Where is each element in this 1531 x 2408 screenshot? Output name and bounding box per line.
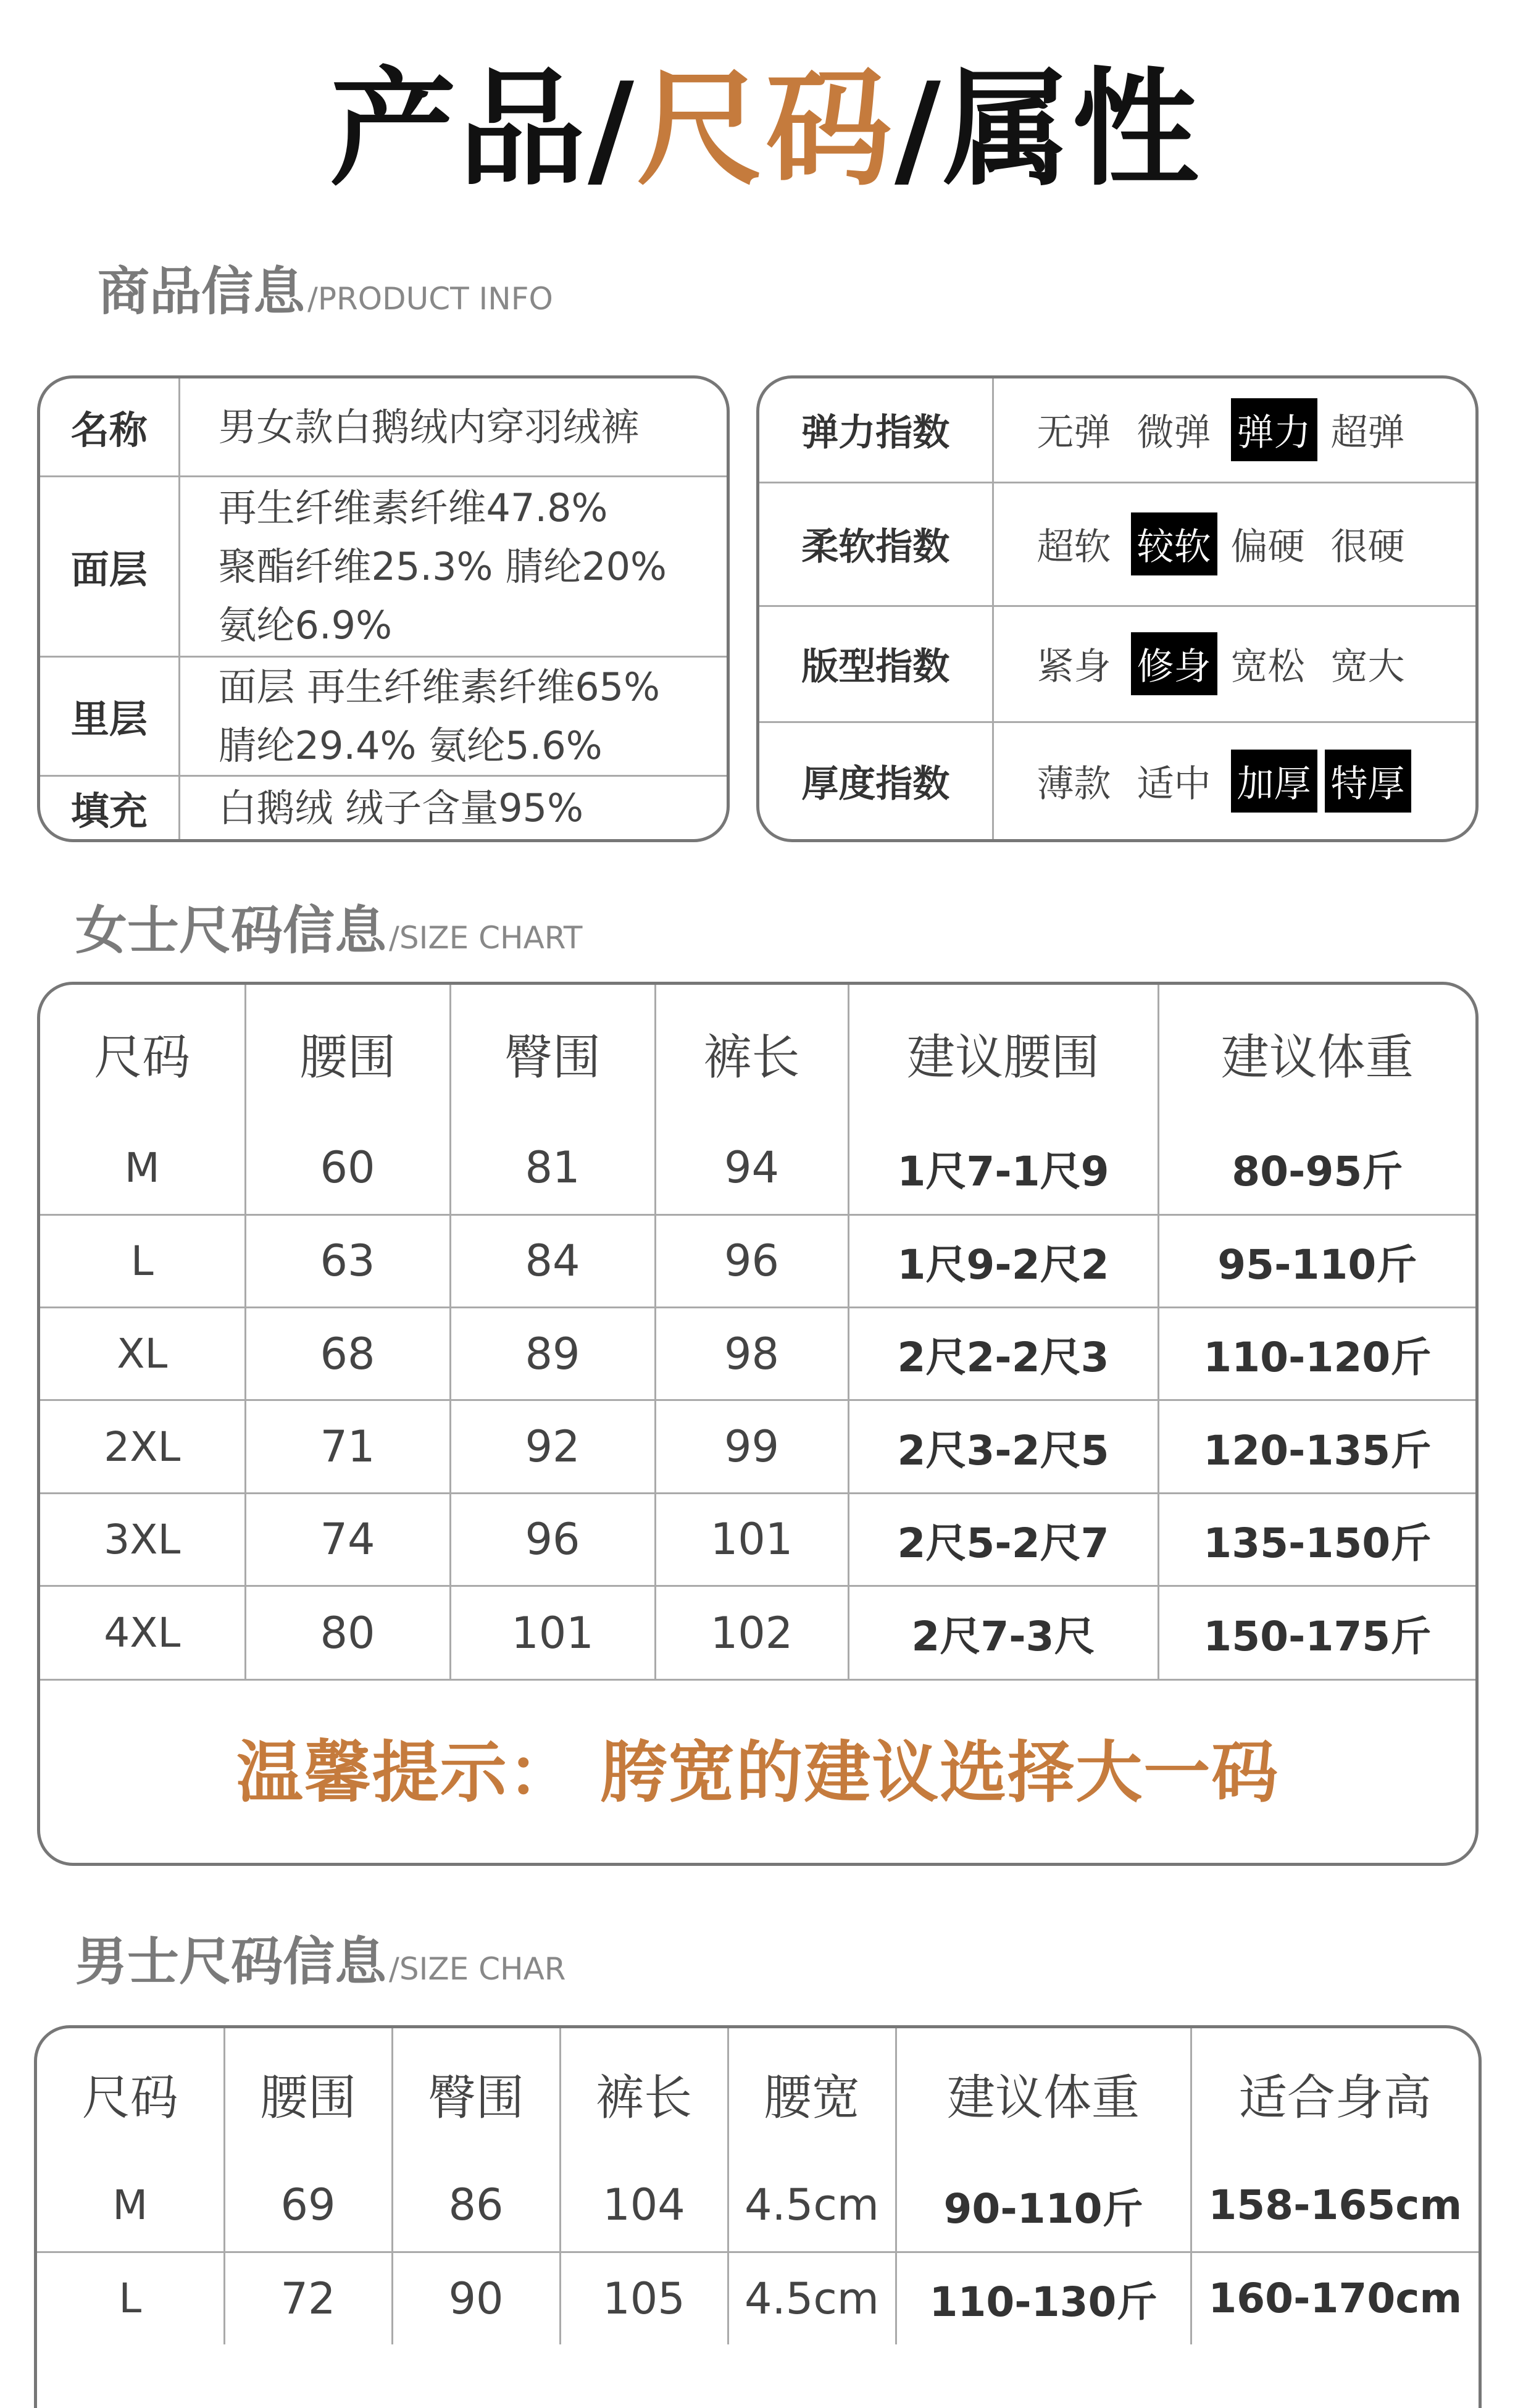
attribute-option-selected: 修身: [1131, 632, 1217, 695]
size-column-header: 适合身高: [1191, 2028, 1479, 2159]
attribute-option: 微弹: [1137, 411, 1211, 455]
attribute-option: 宽松: [1230, 645, 1305, 688]
size-cell: 4XL: [40, 1586, 245, 1679]
size-row: [37, 2252, 1479, 2344]
size-cell: 105: [560, 2252, 728, 2344]
product-info-row: [40, 476, 727, 656]
size-cell: 90-110斤: [896, 2159, 1191, 2252]
size-column-header: 臀围: [450, 985, 655, 1122]
title-part-attributes: /属性: [895, 56, 1201, 203]
size-cell: 158-165cm: [1191, 2159, 1479, 2252]
attribute-option: 超软: [1037, 525, 1111, 569]
attribute-label: 柔软指数: [759, 482, 993, 606]
size-row: [40, 1400, 1475, 1493]
attribute-option-selected: 较软: [1131, 512, 1217, 575]
info-line: 氨纶6.9%: [218, 602, 393, 648]
attribute-option-selected: 特厚: [1325, 750, 1411, 813]
info-value-outer: [179, 476, 727, 656]
size-cell: 68: [245, 1308, 450, 1400]
women-size-chart: [37, 982, 1479, 1866]
product-info-heading-zh: 商品信息: [98, 261, 306, 322]
size-cell: M: [37, 2159, 224, 2252]
size-cell: 96: [655, 1214, 848, 1307]
attribute-label: 版型指数: [759, 606, 993, 722]
size-cell: 160-170cm: [1191, 2252, 1479, 2344]
attribute-option: 适中: [1137, 762, 1211, 806]
size-cell: XL: [40, 1308, 245, 1400]
attribute-options: [993, 606, 1475, 722]
size-cell: 2尺3-2尺5: [848, 1400, 1158, 1493]
product-info-heading: [98, 250, 553, 325]
size-row: [40, 1586, 1475, 1679]
size-column-header: 建议体重: [1158, 985, 1475, 1122]
size-cell: 69: [224, 2159, 392, 2252]
women-size-heading: [75, 889, 582, 964]
size-column-header: 腰围: [224, 2028, 392, 2159]
size-column-header: 尺码: [37, 2028, 224, 2159]
info-line: 腈纶29.4% 氨纶5.6%: [218, 722, 603, 768]
size-cell: 92: [450, 1400, 655, 1493]
attribute-option-selected: 弹力: [1231, 398, 1317, 461]
size-cell: 99: [655, 1400, 848, 1493]
attribute-option: 宽大: [1330, 645, 1405, 688]
attribute-indices-table: [756, 375, 1479, 842]
men-size-heading: [75, 1920, 566, 1995]
product-info-table: [37, 375, 730, 842]
attribute-option: 无弹: [1037, 411, 1111, 455]
size-cell: 80: [245, 1586, 450, 1679]
size-cell: 4.5cm: [728, 2252, 896, 2344]
size-cell: 135-150斤: [1158, 1493, 1475, 1586]
attribute-options: [993, 722, 1475, 839]
size-row: [40, 1493, 1475, 1586]
size-cell: 98: [655, 1308, 848, 1400]
attribute-option: 偏硬: [1230, 525, 1305, 569]
attribute-row: [759, 378, 1475, 482]
info-value-filling: [179, 775, 727, 839]
men-size-heading-en: /SIZE CHAR: [389, 1951, 566, 1987]
size-column-header: 裤长: [655, 985, 848, 1122]
info-label-outer: 面层: [40, 476, 179, 656]
size-column-header: 建议体重: [896, 2028, 1191, 2159]
size-cell: L: [37, 2252, 224, 2344]
info-label-lining: 里层: [40, 656, 179, 775]
size-row: [40, 1214, 1475, 1307]
men-size-heading-zh: 男士尺码信息: [75, 1931, 387, 1992]
size-column-header: 裤长: [560, 2028, 728, 2159]
info-value-name: [179, 378, 727, 476]
info-value-lining: [179, 656, 727, 775]
size-cell: 81: [450, 1122, 655, 1214]
men-size-chart: [34, 2025, 1482, 2408]
size-cell: 1尺9-2尺2: [848, 1214, 1158, 1307]
info-line: 聚酯纤维25.3% 腈纶20%: [218, 543, 667, 589]
size-cell: 89: [450, 1308, 655, 1400]
attribute-option: 超弹: [1330, 411, 1405, 455]
size-cell: 84: [450, 1214, 655, 1307]
size-cell: 3XL: [40, 1493, 245, 1586]
product-info-row: [40, 656, 727, 775]
attribute-option-selected: 加厚: [1231, 750, 1317, 813]
size-cell: 120-135斤: [1158, 1400, 1475, 1493]
size-cell: 80-95斤: [1158, 1122, 1475, 1214]
attribute-options: [993, 482, 1475, 606]
size-cell: 60: [245, 1122, 450, 1214]
attribute-option: 紧身: [1037, 645, 1111, 688]
size-cell: 101: [450, 1586, 655, 1679]
size-cell: M: [40, 1122, 245, 1214]
attribute-options: [993, 378, 1475, 482]
size-column-header: 腰围: [245, 985, 450, 1122]
size-cell: 104: [560, 2159, 728, 2252]
size-cell: 2尺5-2尺7: [848, 1493, 1158, 1586]
size-row: [40, 1122, 1475, 1214]
attribute-label: 厚度指数: [759, 722, 993, 839]
size-column-header: 尺码: [40, 985, 245, 1122]
size-cell: 72: [224, 2252, 392, 2344]
women-size-heading-zh: 女士尺码信息: [75, 900, 387, 961]
attribute-row: [759, 482, 1475, 606]
size-cell: 110-130斤: [896, 2252, 1191, 2344]
size-cell: 101: [655, 1493, 848, 1586]
title-part-product: 产品/: [330, 56, 636, 203]
info-line: 面层 再生纤维素纤维65%: [218, 664, 661, 709]
attribute-label: 弹力指数: [759, 378, 993, 482]
size-header-row: [40, 985, 1475, 1122]
size-tip: 温馨提示： 胯宽的建议选择大一码: [40, 1679, 1475, 1866]
size-cell: 90: [392, 2252, 560, 2344]
size-column-header: 臀围: [392, 2028, 560, 2159]
size-cell: 150-175斤: [1158, 1586, 1475, 1679]
size-row: [37, 2159, 1479, 2252]
size-cell: 2XL: [40, 1400, 245, 1493]
page-title: [0, 56, 1531, 203]
attribute-option: 薄款: [1037, 762, 1111, 806]
attribute-row: [759, 722, 1475, 839]
size-cell: 2尺2-2尺3: [848, 1308, 1158, 1400]
size-cell: 74: [245, 1493, 450, 1586]
product-info-row: [40, 775, 727, 839]
size-cell: L: [40, 1214, 245, 1307]
size-header-row: [37, 2028, 1479, 2159]
product-info-heading-en: /PRODUCT INFO: [307, 281, 553, 317]
size-cell: 96: [450, 1493, 655, 1586]
attribute-option: 很硬: [1330, 525, 1405, 569]
info-line: 白鹅绒 绒子含量95%: [218, 785, 584, 830]
size-cell: 110-120斤: [1158, 1308, 1475, 1400]
info-line: 再生纤维素纤维47.8%: [218, 485, 608, 530]
info-label-filling: 填充: [40, 775, 179, 839]
size-cell: 94: [655, 1122, 848, 1214]
size-cell: 102: [655, 1586, 848, 1679]
info-label-name: 名称: [40, 378, 179, 476]
info-line: 男女款白鹅绒内穿羽绒裤: [218, 404, 640, 449]
size-cell: 1尺7-1尺9: [848, 1122, 1158, 1214]
attribute-row: [759, 606, 1475, 722]
women-size-heading-en: /SIZE CHART: [389, 920, 583, 956]
size-cell: 86: [392, 2159, 560, 2252]
size-row: [40, 1308, 1475, 1400]
size-column-header: 建议腰围: [848, 985, 1158, 1122]
title-part-size: 尺码: [636, 56, 895, 203]
size-cell: 63: [245, 1214, 450, 1307]
product-info-row: [40, 378, 727, 476]
size-cell: 4.5cm: [728, 2159, 896, 2252]
size-cell: 71: [245, 1400, 450, 1493]
size-cell: 2尺7-3尺: [848, 1586, 1158, 1679]
size-cell: 95-110斤: [1158, 1214, 1475, 1307]
size-column-header: 腰宽: [728, 2028, 896, 2159]
